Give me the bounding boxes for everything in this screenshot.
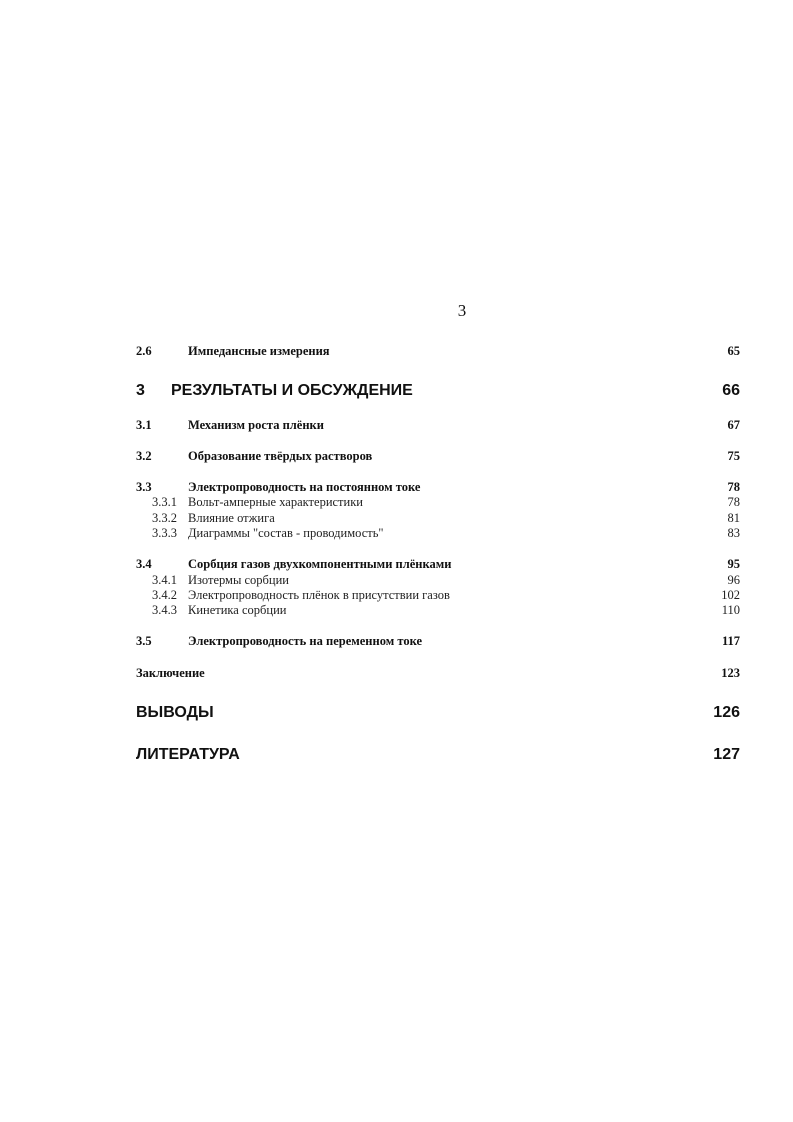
toc-entry-title: Электропроводность на постоянном токе xyxy=(188,480,421,494)
toc-entry-page: 81 xyxy=(727,511,740,525)
toc-entry-literature[interactable] xyxy=(136,746,740,764)
toc-entry-conclusion[interactable] xyxy=(136,666,740,681)
toc-entry-number: 3 xyxy=(136,382,145,399)
toc-entry-title: Влияние отжига xyxy=(188,511,275,525)
toc-entry-title: Диаграммы "состав - проводимость" xyxy=(188,526,384,540)
toc-entry-page: 78 xyxy=(727,495,740,509)
toc-entry-3-4[interactable] xyxy=(136,557,740,572)
page-number: 3 xyxy=(457,301,467,320)
toc-entry-page: 102 xyxy=(721,588,740,602)
toc-entry-3-1[interactable] xyxy=(136,418,740,433)
toc-chapter-3[interactable] xyxy=(136,382,740,400)
toc-entry-title: Механизм роста плёнки xyxy=(188,418,324,432)
toc-entry-title: Электропроводность на переменном токе xyxy=(188,634,423,648)
toc-entry-title: Изотермы сорбции xyxy=(188,573,289,587)
toc-entry-number: 3.3.2 xyxy=(152,511,177,525)
toc-entry-title: ВЫВОДЫ xyxy=(136,704,214,721)
toc-entry-number: 3.5 xyxy=(136,634,152,648)
toc-entry-3-4-2[interactable] xyxy=(136,588,740,603)
toc-entry-page: 123 xyxy=(721,666,740,680)
toc-entry-3-2[interactable] xyxy=(136,449,740,464)
toc-entry-title: Импедансные измерения xyxy=(188,344,330,358)
toc-entry-title: Сорбция газов двухкомпонентными плёнками xyxy=(188,557,452,571)
toc-entry-title: ЛИТЕРАТУРА xyxy=(136,746,240,763)
toc-entry-title: РЕЗУЛЬТАТЫ И ОБСУЖДЕНИЕ xyxy=(171,382,413,399)
toc-entry-number: 3.4.1 xyxy=(152,573,177,587)
toc-entry-number: 3.3.3 xyxy=(152,526,177,540)
toc-entry-3-3-3[interactable] xyxy=(136,526,740,541)
toc-entry-title: Заключение xyxy=(136,666,205,680)
toc-entry-3-4-1[interactable] xyxy=(136,573,740,588)
toc-entry-number: 3.4.3 xyxy=(152,603,177,617)
toc-entry-page: 78 xyxy=(727,480,740,494)
toc-entry-number: 2.6 xyxy=(136,344,152,358)
toc-entry-number: 3.1 xyxy=(136,418,152,432)
toc-entry-page: 110 xyxy=(721,603,740,617)
toc-entry-conclusions[interactable] xyxy=(136,704,740,722)
toc-entry-page: 67 xyxy=(727,418,740,432)
toc-entry-3-3-2[interactable] xyxy=(136,511,740,526)
toc-entry-title: Электропроводность плёнок в присутствии газов xyxy=(188,588,450,602)
toc-entry-number: 3.3.1 xyxy=(152,495,177,509)
toc-entry-2-6[interactable] xyxy=(136,344,740,359)
toc-entry-page: 117 xyxy=(721,634,740,648)
toc-entry-3-5[interactable] xyxy=(136,634,740,649)
toc-entry-page: 83 xyxy=(727,526,740,540)
toc-entry-page: 96 xyxy=(727,573,740,587)
toc-entry-number: 3.2 xyxy=(136,449,152,463)
toc-entry-number: 3.3 xyxy=(136,480,152,494)
toc-entry-3-3[interactable] xyxy=(136,480,740,495)
toc-entry-title: Образование твёрдых растворов xyxy=(188,449,373,463)
toc-entry-number: 3.4 xyxy=(136,557,152,571)
toc-entry-page: 65 xyxy=(727,344,740,358)
toc-entry-title: Вольт-амперные характеристики xyxy=(188,495,363,509)
toc-entry-page: 127 xyxy=(713,746,740,763)
toc-entry-3-4-3[interactable] xyxy=(136,603,740,618)
toc-entry-title: Кинетика сорбции xyxy=(188,603,287,617)
toc-entry-number: 3.4.2 xyxy=(152,588,177,602)
toc-entry-3-3-1[interactable] xyxy=(136,495,740,510)
toc-entry-page: 126 xyxy=(713,704,740,721)
toc-entry-page: 75 xyxy=(727,449,740,463)
toc-entry-page: 66 xyxy=(722,382,740,399)
toc-entry-page: 95 xyxy=(727,557,740,571)
